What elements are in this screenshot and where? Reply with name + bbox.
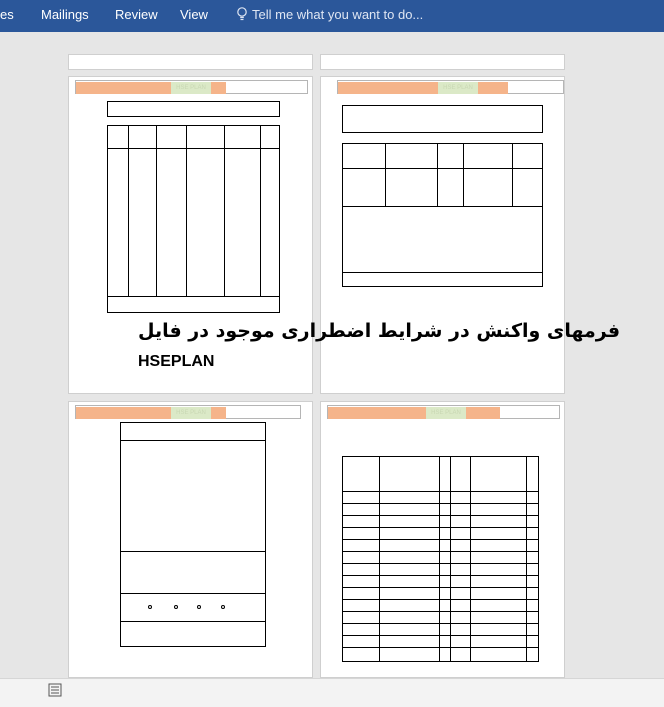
form-table [342, 456, 539, 662]
overlay-title: فرمهای واکنش در شرایط اضطراری موجود در فایل [138, 320, 621, 342]
page-header [75, 80, 308, 94]
tab-mailings[interactable]: Mailings [41, 7, 89, 22]
page-header [327, 405, 560, 419]
page-count-icon[interactable] [48, 683, 62, 697]
form-title-box [107, 101, 280, 117]
header-band [328, 407, 500, 419]
tell-me-search[interactable]: Tell me what you want to do... [252, 7, 424, 22]
page-header [337, 80, 564, 94]
page-thumbnail-top-right[interactable] [320, 54, 565, 70]
form-box [120, 422, 266, 647]
overlay-subtitle: HSEPLAN [138, 353, 215, 370]
header-band-label: HSE PLAN [176, 410, 206, 416]
page-thumbnail-form-1[interactable] [68, 76, 313, 394]
page-thumbnail-form-2[interactable] [320, 76, 565, 394]
header-band [76, 82, 226, 94]
page-thumbnail-form-4[interactable] [320, 401, 565, 678]
ribbon-bar [0, 0, 664, 32]
header-band-label: HSE PLAN [431, 410, 461, 416]
header-band [338, 82, 508, 94]
status-bar [0, 678, 664, 707]
header-band-label: HSE PLAN [176, 85, 206, 91]
form-title-box [342, 105, 543, 133]
tab-home-partial[interactable]: es [0, 7, 14, 22]
tab-view[interactable]: View [180, 7, 208, 22]
header-band-label: HSE PLAN [443, 85, 473, 91]
page-thumbnail-top-left[interactable] [68, 54, 313, 70]
page-thumbnail-form-3[interactable] [68, 401, 313, 678]
form-table [342, 143, 543, 287]
page-header [75, 405, 301, 419]
lightbulb-icon [236, 6, 248, 22]
vertical-scrollbar[interactable] [655, 32, 664, 678]
tab-review[interactable]: Review [115, 7, 158, 22]
header-band [76, 407, 226, 419]
form-table [107, 125, 280, 313]
